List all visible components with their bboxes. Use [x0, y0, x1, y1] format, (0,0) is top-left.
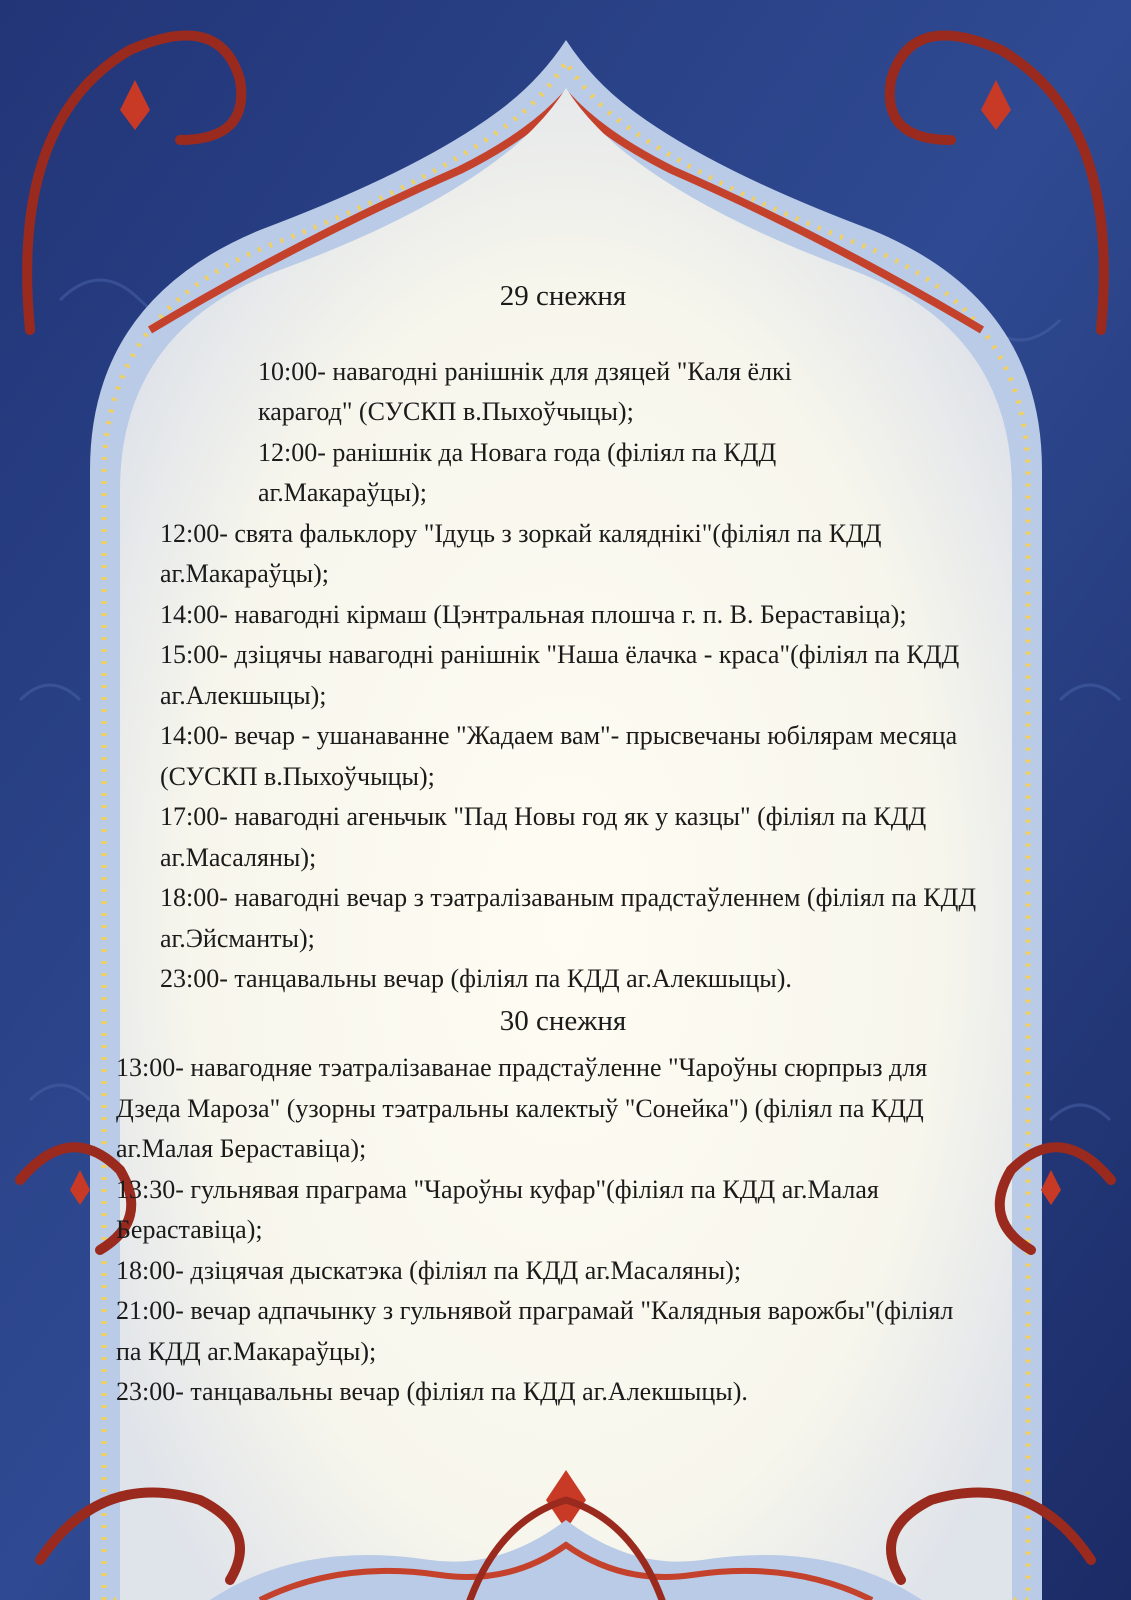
schedule-line: 12:00- ранішнік да Новага года (філіял па КДД [258, 438, 777, 467]
schedule-line: аг.Макараўцы); [160, 559, 330, 588]
schedule-line: аг.Макараўцы); [258, 478, 428, 507]
schedule-line: 10:00- навагодні ранішнік для дзяцей "Каля ёлкі [258, 357, 792, 386]
schedule-line: 12:00- свята фальклору "Ідуць з зоркай каляднікі"(філіял па КДД [160, 519, 882, 548]
schedule-line: Дзеда Мароза" (узорны тэатральны калектыў "Сонейка") (філіял па КДД [116, 1094, 924, 1123]
schedule-line: аг.Масаляны); [160, 843, 317, 872]
schedule-line: карагод" (СУСКП в.Пыхоўчыцы); [258, 397, 634, 426]
section-heading-dec-29: 29 снежня [499, 280, 627, 312]
schedule-line: 14:00- вечар - ушанаванне "Жадаем вам"- прысвечаны юбілярам месяца [160, 721, 958, 750]
schedule-line: 13:30- гульнявая праграма "Чароўны куфар"(філіял па КДД аг.Малая [116, 1175, 879, 1204]
schedule-line: 17:00- навагодні агеньчык "Пад Новы год як у казцы" (філіял па КДД [160, 802, 927, 831]
schedule-line: 18:00- дзіцячая дыскатэка (філіял па КДД аг.Масаляны); [116, 1256, 742, 1285]
schedule-line: аг.Алекшыцы); [160, 681, 327, 710]
schedule-line: 21:00- вечар адпачынку з гульнявой праграмай "Калядныя варожбы"(філіял [116, 1296, 954, 1325]
schedule-line: 13:00- навагодняе тэатралізаванае прадстаўленне "Чароўны сюрпрыз для [116, 1053, 928, 1082]
schedule-line: 18:00- навагодні вечар з тэатралізаваным прадстаўленнем (філіял па КДД [160, 883, 977, 912]
schedule-line: 23:00- танцавальны вечар (філіял па КДД аг.Алекшыцы). [160, 964, 792, 993]
section-heading-dec-30: 30 снежня [499, 1005, 627, 1037]
schedule-line: (СУСКП в.Пыхоўчыцы); [160, 762, 435, 791]
schedule-line: Бераставіца); [116, 1215, 263, 1244]
schedule-line: 23:00- танцавальны вечар (філіял па КДД аг.Алекшыцы). [116, 1377, 748, 1406]
schedule-line: 14:00- навагодні кірмаш (Цэнтральная плошча г. п. В. Бераставіца); [160, 600, 907, 629]
schedule-line: 15:00- дзіцячы навагодні ранішнік "Наша ёлачка - краса"(філіял па КДД [160, 640, 960, 669]
schedule-line: аг.Эйсманты); [160, 924, 315, 953]
schedule-line: аг.Малая Бераставіца); [116, 1134, 367, 1163]
schedule-line: па КДД аг.Макараўцы); [116, 1337, 377, 1366]
